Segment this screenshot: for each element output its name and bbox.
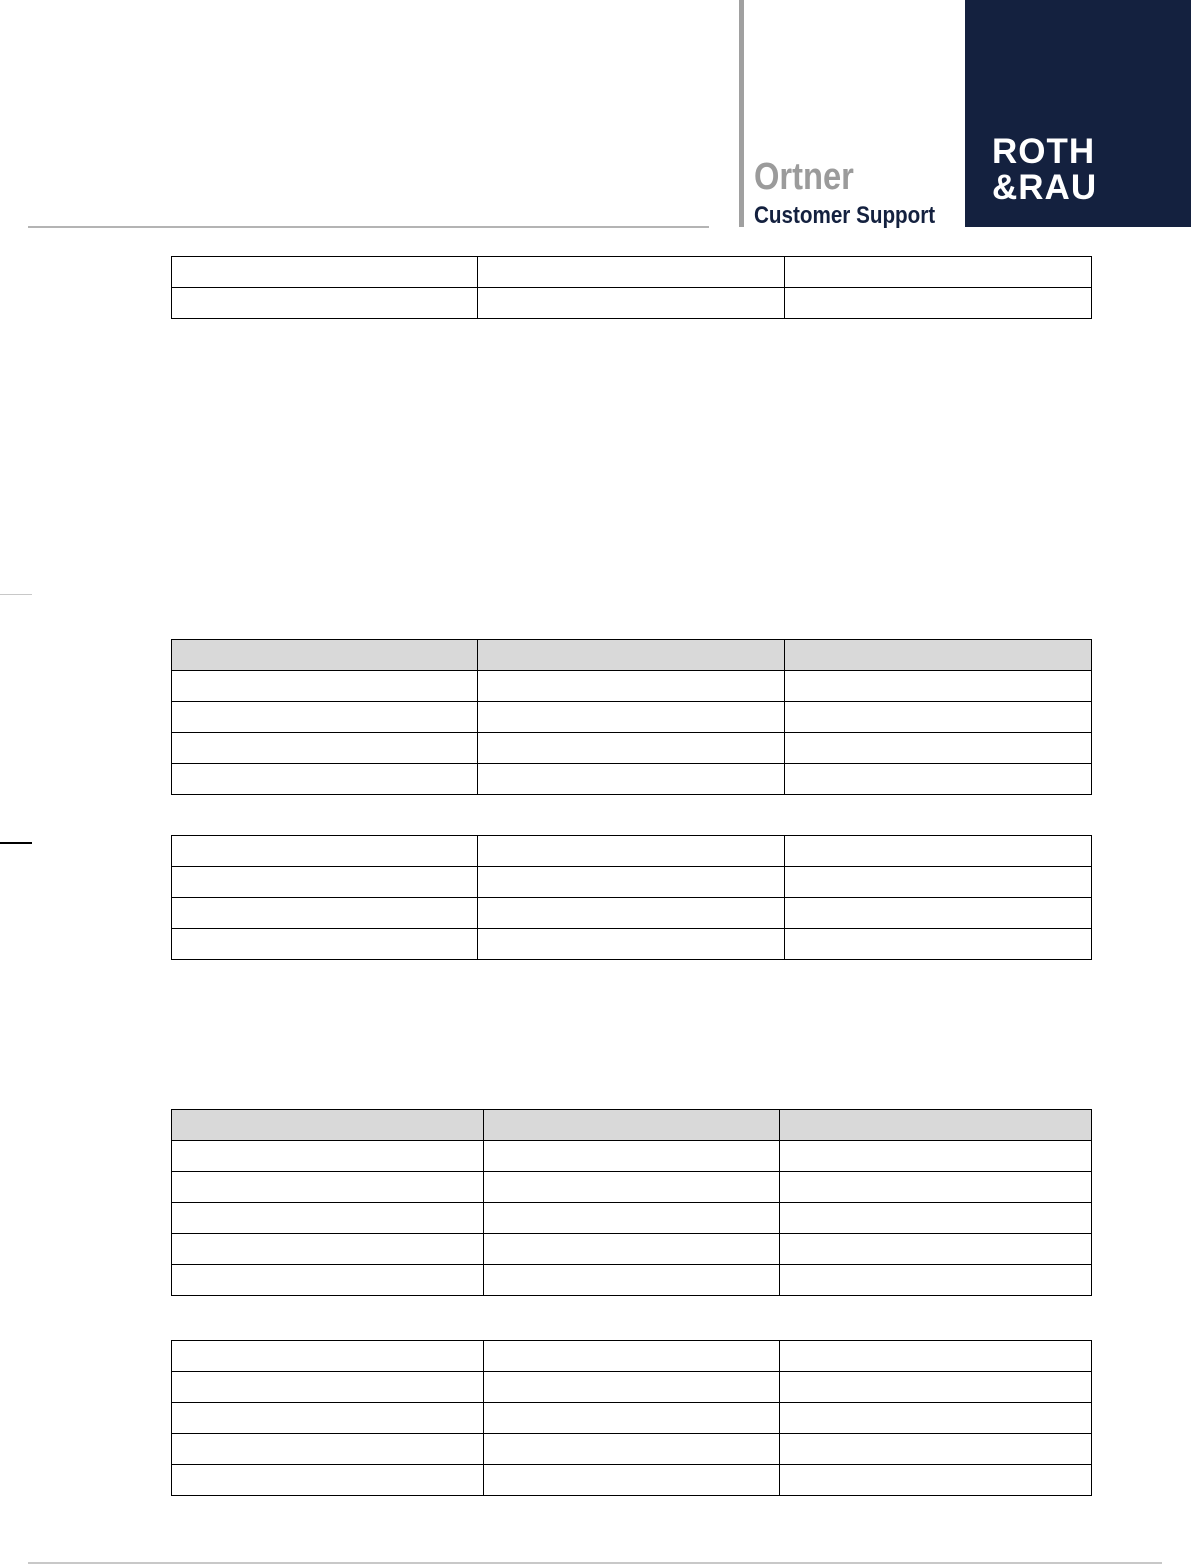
- company-logo: [965, 0, 1191, 227]
- table-cell: [780, 1265, 1092, 1296]
- table-row: [172, 1372, 1092, 1403]
- table-row: [172, 1434, 1092, 1465]
- table-header-cell: [478, 640, 785, 671]
- table-cell: [172, 1465, 484, 1496]
- table-cell: [780, 1341, 1092, 1372]
- table-5: [171, 1340, 1092, 1496]
- table-cell: [172, 1341, 484, 1372]
- table-cell: [172, 867, 478, 898]
- margin-mark: [0, 594, 32, 595]
- table-row: [172, 257, 1092, 288]
- table-row: [172, 1465, 1092, 1496]
- table-cell: [172, 898, 478, 929]
- division-name: Ortner: [754, 156, 854, 198]
- table-row: [172, 702, 1092, 733]
- table-cell: [478, 288, 785, 319]
- header-vertical-bar: [739, 0, 744, 227]
- table-1: [171, 256, 1092, 319]
- table-row: [172, 671, 1092, 702]
- table-cell: [478, 898, 785, 929]
- table-cell: [172, 929, 478, 960]
- table-cell: [172, 764, 478, 795]
- table-row: [172, 929, 1092, 960]
- table-cell: [484, 1465, 780, 1496]
- table-4: [171, 1109, 1092, 1296]
- table-cell: [172, 288, 478, 319]
- table-cell: [785, 257, 1092, 288]
- table-row: [172, 1141, 1092, 1172]
- table-header-cell: [780, 1110, 1092, 1141]
- table-cell: [785, 764, 1092, 795]
- table-row: [172, 1341, 1092, 1372]
- table-cell: [780, 1141, 1092, 1172]
- table-cell: [484, 1372, 780, 1403]
- table-cell: [780, 1403, 1092, 1434]
- logo-wordmark: [992, 134, 1097, 206]
- table-row: [172, 836, 1092, 867]
- table-row: [172, 867, 1092, 898]
- table-cell: [172, 1234, 484, 1265]
- table-row: [172, 1403, 1092, 1434]
- table-cell: [785, 867, 1092, 898]
- table-cell: [172, 702, 478, 733]
- table-cell: [780, 1203, 1092, 1234]
- table-cell: [172, 1203, 484, 1234]
- table-row: [172, 1234, 1092, 1265]
- table-cell: [478, 702, 785, 733]
- table-row: [172, 1203, 1092, 1234]
- table-cell: [484, 1434, 780, 1465]
- table-header-row: [172, 640, 1092, 671]
- table-cell: [478, 867, 785, 898]
- table-header-cell: [785, 640, 1092, 671]
- table-row: [172, 1265, 1092, 1296]
- table-cell: [484, 1341, 780, 1372]
- department-name: Customer Support: [754, 202, 936, 229]
- table-row: [172, 733, 1092, 764]
- table-cell: [785, 671, 1092, 702]
- table-cell: [785, 733, 1092, 764]
- table-cell: [484, 1141, 780, 1172]
- table-cell: [484, 1265, 780, 1296]
- table-cell: [172, 1172, 484, 1203]
- table-cell: [780, 1465, 1092, 1496]
- table-cell: [172, 1265, 484, 1296]
- table-cell: [478, 836, 785, 867]
- table-header-cell: [484, 1110, 780, 1141]
- table-cell: [484, 1203, 780, 1234]
- table-row: [172, 288, 1092, 319]
- table-cell: [172, 671, 478, 702]
- table-row: [172, 1172, 1092, 1203]
- table-cell: [172, 1372, 484, 1403]
- table-cell: [785, 836, 1092, 867]
- table-cell: [172, 836, 478, 867]
- table-2: [171, 639, 1092, 795]
- table-header-cell: [172, 1110, 484, 1141]
- table-cell: [172, 1434, 484, 1465]
- table-cell: [172, 1403, 484, 1434]
- table-header-cell: [172, 640, 478, 671]
- table-cell: [172, 733, 478, 764]
- table-3: [171, 835, 1092, 960]
- logo-line-2: &RAU: [992, 168, 1098, 207]
- table-cell: [780, 1172, 1092, 1203]
- table-cell: [478, 929, 785, 960]
- table-cell: [172, 257, 478, 288]
- table-cell: [780, 1372, 1092, 1403]
- table-header-row: [172, 1110, 1092, 1141]
- table-cell: [785, 898, 1092, 929]
- table-row: [172, 764, 1092, 795]
- table-cell: [785, 288, 1092, 319]
- table-cell: [785, 929, 1092, 960]
- table-cell: [780, 1434, 1092, 1465]
- table-row: [172, 898, 1092, 929]
- table-cell: [478, 733, 785, 764]
- logo-line-1: ROTH: [992, 132, 1096, 171]
- table-cell: [478, 671, 785, 702]
- table-cell: [484, 1234, 780, 1265]
- table-cell: [785, 702, 1092, 733]
- footer-rule: [28, 1562, 1162, 1564]
- table-cell: [484, 1172, 780, 1203]
- table-cell: [172, 1141, 484, 1172]
- margin-mark: [0, 842, 32, 844]
- table-cell: [478, 764, 785, 795]
- table-cell: [484, 1403, 780, 1434]
- table-cell: [780, 1234, 1092, 1265]
- table-cell: [478, 257, 785, 288]
- header-rule: [28, 226, 709, 228]
